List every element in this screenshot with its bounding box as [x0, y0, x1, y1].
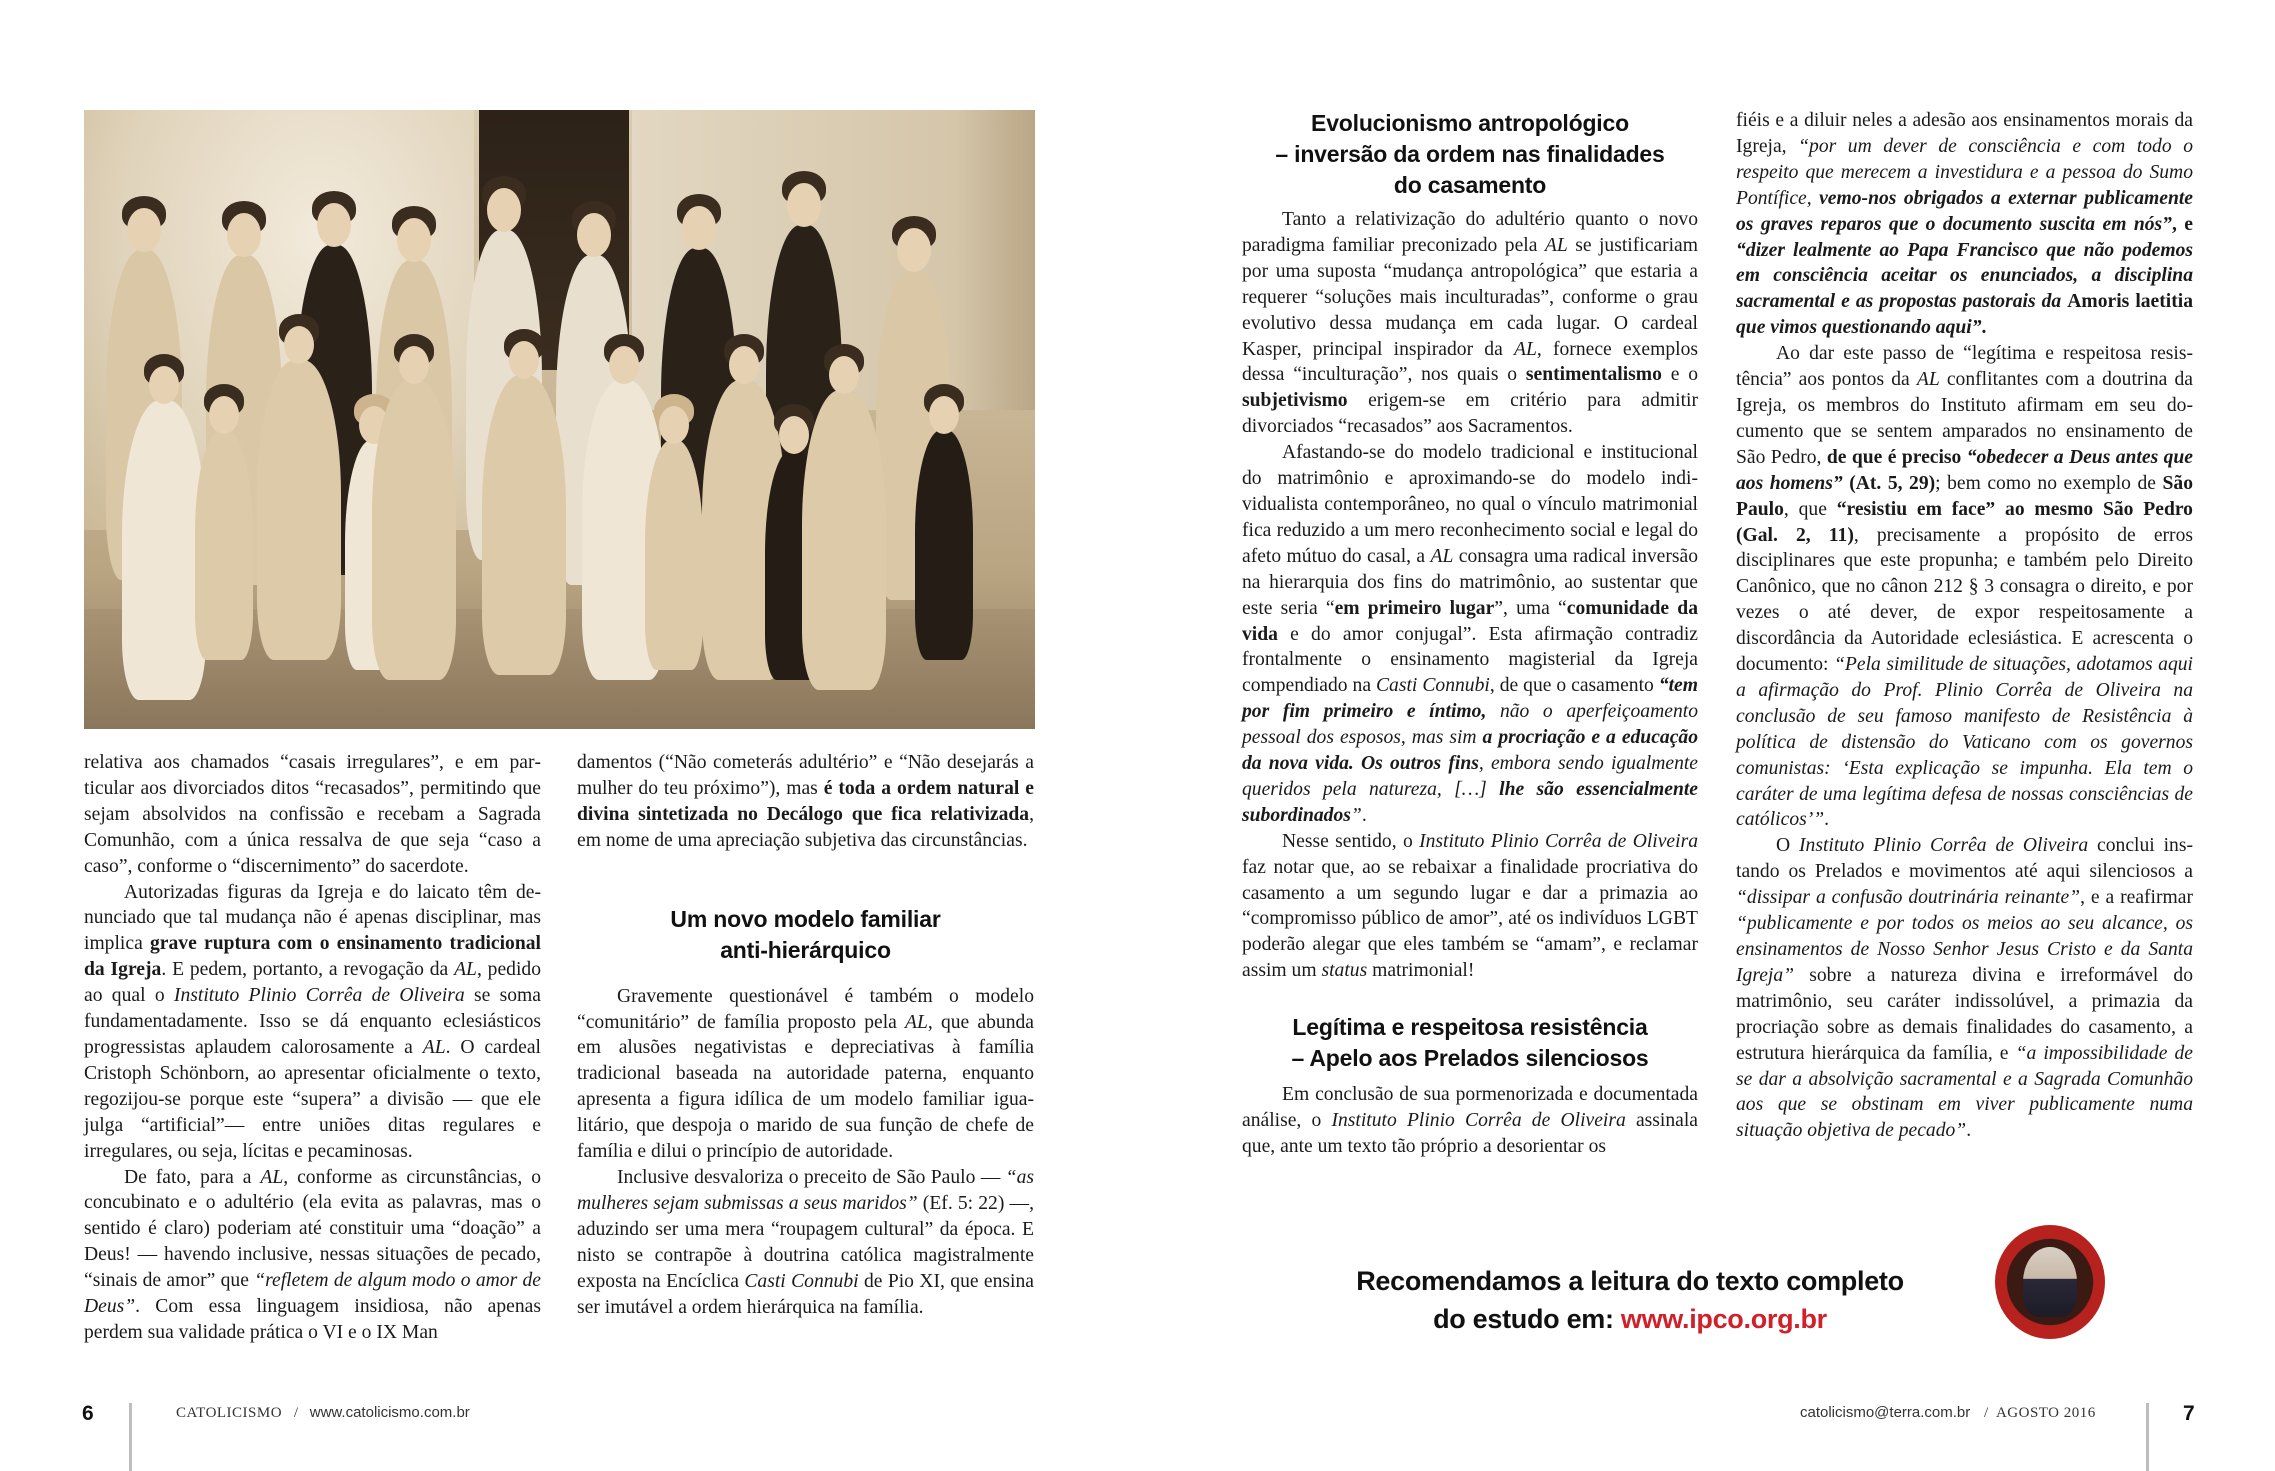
text-run: Inclusive desvaloriza o preceito de São Paulo —: [617, 1166, 1006, 1188]
bold-italic-text: “tem por fim primeiro e íntimo,: [1242, 675, 1698, 723]
text-run: e do amor conjugal”. Esta afirmação contradiz frontalmente o ensinamento magisterial da Igreja compendiado na: [1242, 623, 1698, 697]
paragraph: [577, 1165, 1034, 1320]
italic-text: ”: [1350, 804, 1362, 826]
bold-text: grave ruptura com o ensinamento tradicional da Igreja: [84, 933, 541, 981]
italic-text: “a impossibilidade de se dar a absolvição sacramental e a Sagrada Comunhão aos que se obstinam em viver publicamente numa situação objetiva de pecado”: [1736, 1042, 2193, 1142]
bold-text: .: [1981, 317, 1987, 339]
heading-line: Evolucionismo antropológico: [1311, 110, 1629, 136]
column-3-conclusion: [1242, 1082, 1698, 1160]
issue-date: AGOSTO 2016: [1995, 1405, 2096, 1421]
column-2-body: [577, 984, 1034, 1321]
bold-text: São Paulo: [1736, 472, 2194, 520]
bold-text: subjetivismo: [1242, 390, 1348, 412]
bold-italic-text: “dizer lealmente ao Papa Francisco que não podemos em consciência aceitar os enunciados, a disciplina sacramental e as propostas pastorais da: [1736, 239, 2193, 313]
bold-text: comunidade da vida: [1242, 597, 1698, 645]
bold-text: em primeiro lugar: [1334, 597, 1495, 619]
bold-italic-text: a procriação e a educação da nova vida. Os outros fins: [1242, 727, 1698, 775]
bold-italic-text: que vimos questionando aqui”: [1736, 317, 1982, 339]
photo-figure-face: [509, 341, 539, 379]
text-run: conflitantes com a doutrina da Igreja, os membros do Instituto afirmam em seu documento que se sentem amparados no ensinamento de São Pedro,: [1736, 369, 2193, 468]
photo-figure-face: [399, 346, 429, 384]
text-run: assinala que, ante um texto tão próprio a desorientar os: [1242, 1110, 1698, 1157]
italic-text: AL: [1544, 234, 1568, 256]
photo-figure-face: [227, 213, 261, 257]
footer-divider-right: [2146, 1403, 2149, 1471]
italic-text: “publicamente e por todos os meios ao seu alcance, os ensinamentos de Nosso Senhor Jesus Cristo e da Santa Igreja”: [1736, 913, 2193, 986]
text-run: , em nome de uma apreciação subjetiva das circunstâncias.: [577, 803, 1034, 851]
photo-figure-face: [829, 356, 859, 394]
heading-line: do casamento: [1393, 172, 1547, 198]
text-run: . E pedem, portanto, a revogação da: [161, 959, 455, 981]
text-run: (Ef. 5: 22) —, aduzindo ser uma mera “roupagem cultural” da época. E nisto se contrapõe à doutrina católica magistralmente exposta na Encíclica: [577, 1192, 1034, 1292]
article-column-4: [1736, 108, 2193, 1144]
italic-text: “refletem de algum modo o amor de Deus”: [84, 1270, 541, 1318]
section-heading-evolucionismo: [1242, 108, 1698, 201]
recommendation-banner: [1310, 1262, 1950, 1338]
paragraph: [1242, 829, 1698, 984]
text-run: matrimonial!: [1367, 960, 1475, 982]
photo-figure-face: [127, 208, 161, 252]
italic-text: AL: [260, 1166, 284, 1188]
promo-line-2: [1310, 1300, 1950, 1338]
text-run: relativa aos chamados “casais irregulares”, e em particular aos divorciados ditos “recasados”, permitindo que sejam absolvidos na confissão e recebam a Sagrada Comunhão, com a única ressalva de que seja “caso a caso”, conforme o “discernimento” do sacerdote.: [84, 752, 541, 877]
heading-line: – inversão da ordem nas finalidades: [1275, 141, 1665, 167]
bold-text: “resistiu em face” ao mesmo São Pedro (Gal. 2, 11): [1736, 498, 2193, 546]
photo-figure: [482, 375, 566, 675]
column-2-intro: [577, 750, 1034, 854]
italic-text: AL: [1514, 338, 1537, 360]
text-run: De fato, para a: [124, 1166, 261, 1188]
text-run: O: [1776, 835, 1800, 857]
italic-text: Instituto Plinio Corrêa de Oliveira: [1331, 1110, 1626, 1132]
italic-text: “as mulheres sejam submissas a seus maridos”: [577, 1166, 1034, 1214]
text-run: Tanto a relativização do adultério quanto o novo paradigma familiar preconizado pela: [1242, 209, 1698, 256]
italic-text: AL: [1430, 545, 1454, 567]
bold-text: , e: [2171, 213, 2193, 235]
italic-text: , embora sendo igualmente queridos pela natureza, […]: [1242, 753, 1699, 800]
paragraph: [1736, 341, 2193, 833]
italic-text: Instituto Plinio Corrêa de Oliveira: [1419, 830, 1698, 852]
paragraph: [1736, 108, 2193, 341]
photo-figure-face: [787, 183, 821, 227]
footer-separator: /: [1984, 1405, 1989, 1421]
paragraph: [1242, 1082, 1698, 1160]
photo-figure: [802, 390, 886, 690]
text-run: Afastando-se do modelo tradicional e institucional do matrimônio e aproximando-se do modelo individualista contemporâneo, no qual o vínculo matrimonial fica reduzido a um mero reconhecimento social e legal do afeto mútuo do casal, a: [1242, 442, 1698, 567]
text-run: sobre a natureza divina e irreformável do matrimônio, seu caráter indissolúvel, a primazia da procriação sobre as demais finalidades do casamento, a estrutura hierárquica da família, e: [1736, 964, 2193, 1064]
italic-text: AL: [905, 1011, 928, 1033]
heading-line: Um novo modelo familiar: [670, 905, 941, 932]
page-number-right: 7: [2183, 1402, 2195, 1425]
column-3-body: [1242, 207, 1698, 984]
article-column-2: [577, 750, 1034, 1320]
paragraph: [1736, 833, 2193, 1144]
paragraph: [1242, 440, 1698, 829]
text-run: fiéis e a diluir neles a adesão aos ensinamentos morais da Igreja,: [1736, 110, 2193, 157]
text-run: . O cardeal Cristoph Schönborn, ao apresentar oficialmente o texto, regozijou-se porque este “supera” a divisão — que ele julga “artificial”— entre uniões ditas regulares e irregulares, ou seja, lícitas e pecaminosas.: [84, 1036, 541, 1162]
photo-figure-face: [209, 396, 239, 434]
footer-right: [1800, 1404, 2096, 1422]
text-run: , que abunda em alusões negativistas e depreciativas à família tradicional baseada na autoridade paterna, enquanto apresenta a figura idílica de um modelo familiar igualitário, que despoja o marido de sua função de chefe de família e dilui o princípio de autoridade.: [577, 1011, 1034, 1163]
family-photograph: [84, 110, 1035, 729]
paragraph: [1242, 207, 1698, 440]
text-run: ; bem como no exemplo de: [1935, 472, 2163, 494]
italic-text: “por um dever de consciência e com todo o respeito que merecem a investidura e a pessoa do Sumo Pontífice,: [1736, 135, 2193, 209]
italic-text: “dissipar a confusão doutrinária reinante”: [1736, 887, 2081, 909]
text-run: , pedido ao qual o: [84, 959, 541, 1007]
bold-italic-text: “obedecer a Deus antes que aos homens”: [1736, 446, 2193, 494]
bold-text: é toda a ordem natural e divina sintetizada no Decálogo que fica relativizada: [577, 777, 1034, 825]
photo-figure: [195, 430, 253, 660]
photo-figure: [915, 430, 973, 660]
text-run: Nesse sentido, o: [1282, 830, 1420, 852]
text-run: , fornece exemplos dessa “inculturação”, nos quais o: [1242, 338, 1699, 386]
paragraph: [577, 984, 1034, 1165]
photo-figure: [645, 440, 703, 670]
photo-figure-face: [897, 228, 931, 272]
photo-figure: [372, 380, 456, 680]
bold-text: Amoris laetitia: [2067, 291, 2193, 313]
footer-divider-left: [129, 1403, 132, 1471]
photo-figure-face: [487, 188, 521, 232]
photo-figure-face: [577, 213, 611, 257]
footer-separator: /: [293, 1405, 298, 1421]
photo-figure: [122, 400, 206, 700]
photo-figure-face: [779, 416, 809, 454]
italic-text: AL: [454, 959, 477, 981]
heading-line: anti-hierárquico: [720, 936, 891, 963]
photo-figure-face: [284, 326, 314, 364]
photo-figure-face: [609, 346, 639, 384]
italic-text: Casti Connubi: [744, 1270, 859, 1292]
bold-italic-text: vemo-nos obrigados a externar publicamente os graves reparos que o documento suscita em nós”: [1736, 187, 2193, 235]
text-run: , conforme as circunstâncias, o concubinato e o adultério (ela evita as palavras, mas o sentido é claro) poderiam até constituir uma “doação” a Deus! — havendo inclusive, nessas situações de pecado, “sinais de amor” que: [84, 1166, 541, 1292]
heading-line: Legítima e respeitosa resistência: [1292, 1014, 1648, 1041]
article-column-3: [1242, 108, 1698, 1160]
text-run: faz notar que, ao se rebaixar a finalidade procriativa do casamento a um segundo lugar e dar a primazia ao “compromisso público de amor”, até os indivíduos LGBT poderão alegar que eles também se “amam”, e reclamar assim um: [1242, 856, 1698, 982]
text-run: de Pio XI, que ensina ser imutável a ordem hierárquica na família.: [577, 1270, 1034, 1318]
ipco-link[interactable]: www.ipco.org.br: [1620, 1304, 1827, 1334]
text-run: .: [1824, 809, 1830, 831]
photo-figure: [257, 360, 341, 660]
italic-text: não o aperfeiçoamento pessoal dos esposos, mas sim: [1242, 701, 1698, 749]
photo-figure-face: [397, 218, 431, 262]
text-run: e o: [1661, 364, 1699, 386]
footer-left: [176, 1404, 470, 1422]
italic-text: AL: [1916, 369, 1940, 391]
photo-figure-face: [929, 396, 959, 434]
promo-prefix: do estudo em:: [1433, 1304, 1621, 1334]
photo-figure-face: [682, 206, 716, 250]
paragraph: [84, 750, 541, 880]
text-run: Gravemente questionável é também o modelo “comunitário” de família proposto pela: [577, 985, 1034, 1033]
text-run: ”, uma “: [1494, 597, 1567, 619]
website-link[interactable]: www.catolicismo.com.br: [309, 1404, 470, 1421]
magazine-name: CATOLICISMO: [176, 1405, 283, 1421]
photo-figure-face: [729, 346, 759, 384]
text-run: se soma fundamentadamente. Isso se dá enquanto eclesiásticos progressistas aplaudem calorosamente a: [84, 985, 541, 1058]
paragraph: [84, 1165, 541, 1346]
text-run: Autorizadas figuras da Igreja e do laicato têm denunciado que tal mudança não é apenas disciplinar, mas implica: [84, 881, 541, 955]
text-run: Ao dar este passo de “legítima e respeitosa resistência” aos pontos da: [1736, 343, 2193, 391]
bold-italic-text: lhe são essencialmente subordinados: [1242, 778, 1698, 826]
text-run: , e a reafirmar: [2080, 887, 2193, 909]
italic-text: “Pela similitude de situações, adotamos aqui a afirmação do Prof. Plinio Corrêa de Oliveira na conclusão de seu famoso manifesto de Resistência à política de distensão do Vaticano com os governos comunistas: ‘Esta explicação se impunha. Ela tem o caráter de uma legítima defesa de nossas consciências de católicos’”: [1736, 654, 2193, 831]
bold-text: de que é preciso: [1826, 446, 1967, 468]
italic-text: Casti Connubi: [1375, 675, 1490, 697]
italic-text: Instituto Plinio Corrêa de Oliveira: [173, 985, 465, 1007]
italic-text: Instituto Plinio Corrêa de Oliveira: [1799, 835, 2089, 857]
italic-text: status: [1321, 960, 1368, 982]
text-run: Em conclusão de sua pormenorizada e documentada análise, o: [1242, 1084, 1698, 1132]
page-number-left: 6: [82, 1402, 94, 1425]
text-run: , de que o casamento: [1489, 675, 1659, 697]
text-run: damentos (“Não cometerás adultério” e “Não desejarás a mulher do teu próximo”), mas: [577, 752, 1034, 799]
paragraph: [84, 880, 541, 1165]
section-heading-familia: [577, 904, 1034, 966]
ipco-seal-logo: [1995, 1225, 2105, 1339]
photo-figure-face: [659, 406, 689, 444]
text-run: , que: [1783, 498, 1837, 520]
text-run: . Com essa linguagem insidiosa, não apenas perdem sua validade prática o VI e o IX Man: [84, 1296, 541, 1343]
photo-figure-face: [149, 366, 179, 404]
section-heading-resistencia: [1242, 1012, 1698, 1074]
text-run: .: [1361, 804, 1367, 826]
bold-text: sentimentalismo: [1525, 364, 1662, 386]
promo-line-1: Recomendamos a leitura do texto completo: [1356, 1266, 1904, 1296]
text-run: conclui instando os Prelados e movimentos até aqui silenciosos a: [1736, 835, 2193, 883]
text-run: se justificariam por uma suposta “mudança antropológica” que estaria a requerer “soluções mais inculturadas”, conforme o grau evolutivo dessa mudança em cada lugar. O cardeal Kasper, principal inspirador da: [1242, 234, 1698, 360]
text-run: , precisamente a propósito de erros disciplinares que este propunha; e também pelo Direito Canônico, que no cânon 212 § 3 consagra o direito, e por vezes o até dever, de expor respeitosamente a discordância da Autoridade eclesiástica. E acrescenta o documento:: [1736, 524, 2193, 676]
article-column-1: [84, 750, 541, 1346]
paragraph: [577, 750, 1034, 854]
bold-text: (At. 5, 29): [1842, 472, 1936, 494]
text-run: .: [1966, 1120, 1972, 1142]
text-run: erigem-se em critério para admitir divorciados “recasados” aos Sacramentos.: [1242, 390, 1698, 438]
text-run: consagra uma radical inversão na hierarquia dos fins do matrimônio, ao sustentar que este seria “: [1242, 545, 1698, 619]
italic-text: AL: [422, 1036, 446, 1058]
seal-portrait: [2023, 1247, 2077, 1317]
email-link[interactable]: catolicismo@terra.com.br: [1800, 1404, 1971, 1421]
heading-line: – Apelo aos Prelados silenciosos: [1291, 1045, 1649, 1072]
photo-figure-face: [317, 203, 351, 247]
